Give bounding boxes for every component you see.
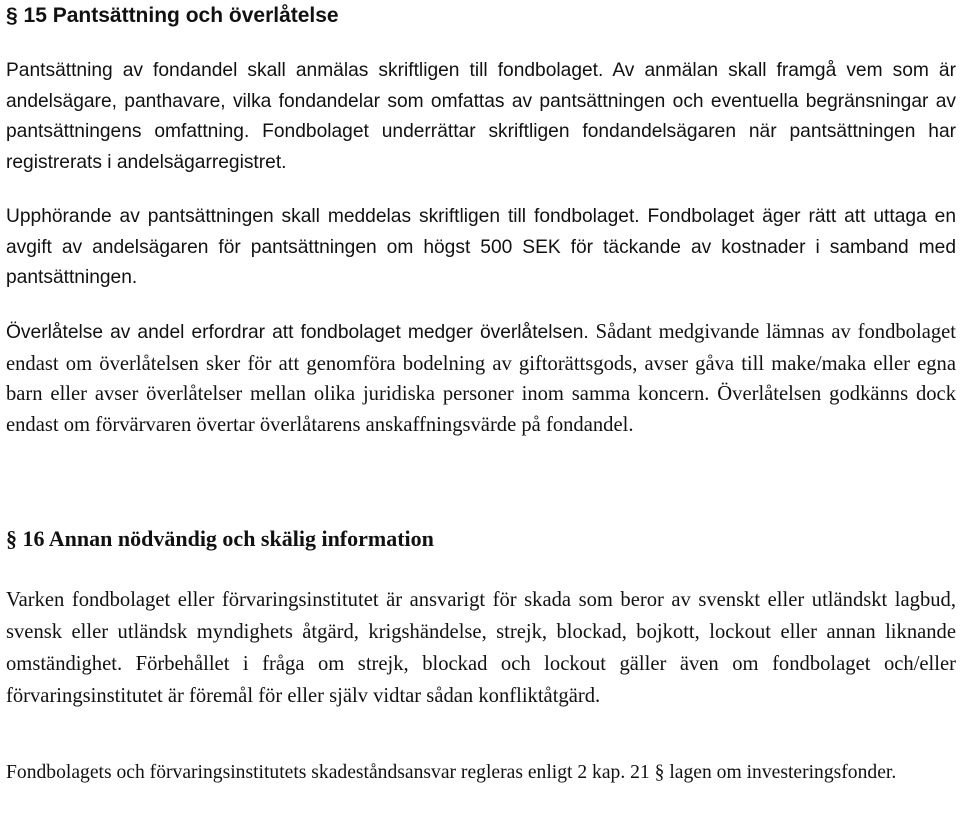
section-15-heading: § 15 Pantsättning och överlåtelse (6, 4, 339, 27)
section-16-paragraph-liability: Varken fondbolaget eller förvaringsinstitutet är ansvarigt för skada som beror av svenskt eller utländskt lagbud, svensk eller utländsk myndighets åtgärd, krigshändelse, strejk, blockad, bojkott, lockout eller annan liknande omständighet. Förbehållet i fråga om strejk, blockad och lockout gäller även om fondbolaget och/eller förvaringsinstitutet är föremål för eller själv vidtar sådan konfliktåtgärd. (6, 589, 956, 707)
transfer-sentence-sans: Överlåtelse av andel erfordrar att fondbolaget medger överlåtelsen. (6, 322, 589, 343)
section-16-paragraph-damages: Fondbolagets och förvaringsinstitutets skadeståndsansvar regleras enligt 2 kap. 21 § lagen om investeringsfonder. (6, 762, 897, 783)
section-15-paragraph-pledge: Pantsättning av fondandel skall anmälas skriftligen till fondbolaget. Av anmälan skall framgå vem som är andelsägare, panthavare, vilka fondandelar som omfattas av pantsättningen och eventuella begränsningar av pantsättningens omfattning. Fondbolaget underrättar skriftligen fondandelsägaren när pantsättningen har registrerats i andelsägarregistret. (6, 60, 956, 173)
section-15-paragraph-termination: Upphörande av pantsättningen skall meddelas skriftligen till fondbolaget. Fondbolaget äger rätt att uttaga en avgift av andelsägaren för pantsättningen om högst 500 SEK för täckande av kostnader i samband med pantsättningen. (6, 206, 956, 288)
section-16-heading: § 16 Annan nödvändig och skälig information (6, 526, 434, 551)
transfer-sentence-serif: Sådant medgivande lämnas av fondbolaget endast om överlåtelsen sker för att genomföra bodelning av giftorättsgods, avser gåva till make/maka eller egna barn eller avser överlåtelser mellan olika juridiska personer inom samma koncern. Överlåtelsen godkänns dock endast om förvärvaren övertar överlåtarens anskaffningsvärde på fondandel. (6, 321, 957, 436)
section-15-paragraph-transfer (6, 317, 956, 440)
